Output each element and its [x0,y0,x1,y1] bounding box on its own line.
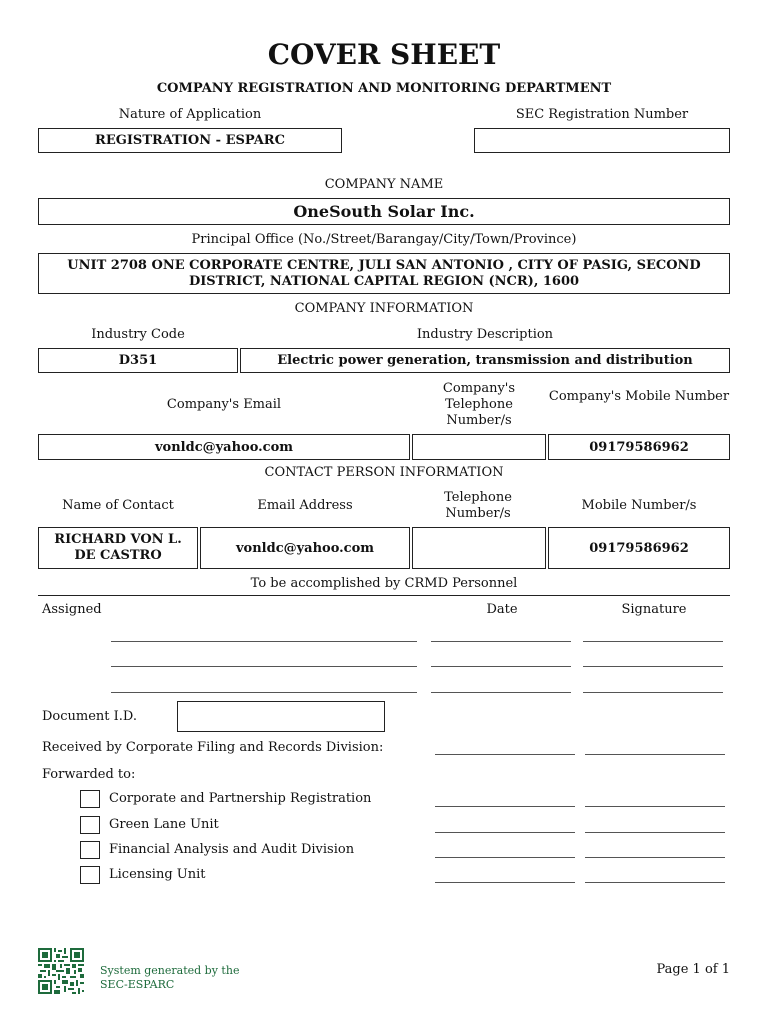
company-information-heading: COMPANY INFORMATION [294,301,474,316]
assigned-signature-line[interactable] [583,692,723,693]
qr-code-icon [38,948,84,994]
company-mobile-field: 09179586962 [548,434,730,460]
document-id-label: Document I.D. [42,709,138,724]
received-signature-line[interactable] [585,754,725,755]
forward-signature-line[interactable] [585,832,725,833]
contact-telephone-label: Telephone Number/s [444,490,512,521]
contact-person-heading: CONTACT PERSON INFORMATION [264,465,504,480]
contact-name-label: Name of Contact [62,498,174,513]
industry-code-field: D351 [38,348,238,373]
nature-of-application-label: Nature of Application [118,107,262,122]
crmd-heading: To be accomplished by CRMD Personnel [250,576,518,591]
assigned-line[interactable] [111,641,417,642]
forward-item-label: Green Lane Unit [109,817,219,832]
forward-checkbox[interactable] [80,841,100,859]
received-date-line[interactable] [435,754,575,755]
principal-office-field: UNIT 2708 ONE CORPORATE CENTRE, JULI SAN ANTONIO , CITY OF PASIG, SECOND DISTRICT, NATIONAL CAPITAL REGION (NCR), 1600 [38,253,730,294]
company-name-field: OneSouth Solar Inc. [38,198,730,225]
contact-email-field: vonldc@yahoo.com [200,527,410,569]
contact-mobile-field: 09179586962 [548,527,730,569]
company-telephone-field [412,434,546,460]
assigned-signature-line[interactable] [583,666,723,667]
nature-of-application-field: REGISTRATION - ESPARC [38,128,342,153]
assigned-line[interactable] [111,666,417,667]
assigned-signature-line[interactable] [583,641,723,642]
contact-mobile-label: Mobile Number/s [581,498,697,513]
forward-signature-line[interactable] [585,857,725,858]
forwarded-to-label: Forwarded to: [42,767,136,782]
forward-date-line[interactable] [435,882,575,883]
system-note-line1: System generated by the [100,964,240,977]
date-label: Date [486,602,518,617]
forward-signature-line[interactable] [585,806,725,807]
assigned-line[interactable] [111,692,417,693]
assigned-date-line[interactable] [431,692,571,693]
forward-signature-line[interactable] [585,882,725,883]
sec-registration-field [474,128,730,153]
assigned-label: Assigned [42,602,102,617]
contact-telephone-field [412,527,546,569]
forward-checkbox[interactable] [80,790,100,808]
contact-name-field: RICHARD VON L. DE CASTRO [38,527,198,569]
forward-checkbox[interactable] [80,866,100,884]
forward-date-line[interactable] [435,857,575,858]
page-number: Page 1 of 1 [656,962,730,977]
signature-label: Signature [621,602,687,617]
company-telephone-label: Company's Telephone Number/s [442,381,516,428]
forward-date-line[interactable] [435,832,575,833]
forward-checkbox[interactable] [80,816,100,834]
forward-item-label: Corporate and Partnership Registration [109,791,372,806]
industry-code-label: Industry Code [91,327,185,342]
assigned-date-line[interactable] [431,666,571,667]
company-name-label: COMPANY NAME [324,177,444,192]
forward-item-label: Licensing Unit [109,867,206,882]
document-id-field[interactable] [177,701,385,732]
forward-date-line[interactable] [435,806,575,807]
system-note-line2: SEC-ESPARC [100,978,175,991]
company-email-field: vonldc@yahoo.com [38,434,410,460]
sec-registration-label: SEC Registration Number [515,107,689,122]
industry-description-label: Industry Description [416,327,554,342]
department-heading: COMPANY REGISTRATION AND MONITORING DEPARTMENT [156,81,612,96]
received-by-label: Received by Corporate Filing and Records Division: [42,740,384,755]
assigned-date-line[interactable] [431,641,571,642]
crmd-divider [38,595,730,596]
industry-description-field: Electric power generation, transmission and distribution [240,348,730,373]
company-email-label: Company's Email [166,397,282,412]
contact-email-label: Email Address [257,498,353,513]
system-generated-note [100,964,239,992]
principal-office-label: Principal Office (No./Street/Barangay/City/Town/Province) [191,232,577,247]
company-mobile-label: Company's Mobile Number [548,389,730,404]
page-title: COVER SHEET [267,38,501,71]
forward-item-label: Financial Analysis and Audit Division [109,842,355,857]
